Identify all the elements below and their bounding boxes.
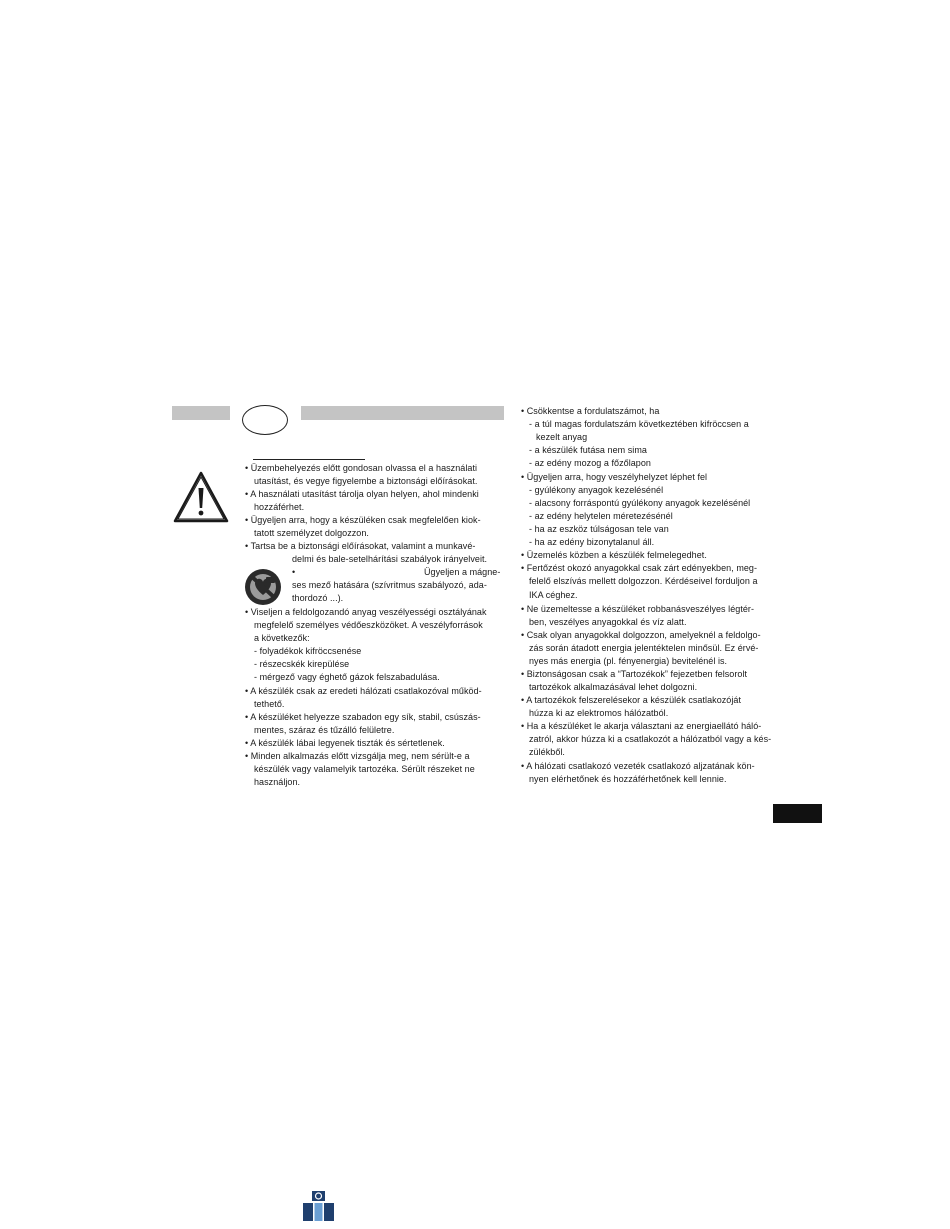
left-line: készülék vagy valamelyik tartozéka. Sérült részeket ne bbox=[254, 764, 475, 774]
ika-logo-icon bbox=[302, 1190, 336, 1222]
right-line: • Csak olyan anyagokkal dolgozzon, amelyeknél a feldolgo- bbox=[521, 630, 761, 640]
right-line: - a túl magas fordulatszám következtében kifröccsen a bbox=[529, 419, 749, 429]
right-line: - ha az eszköz túlságosan tele van bbox=[529, 524, 669, 534]
left-line: • Minden alkalmazás előtt vizsgálja meg, nem sérült-e a bbox=[245, 751, 470, 761]
left-line: tatott személyzet dolgozzon. bbox=[254, 528, 369, 538]
left-line: - folyadékok kifröccsenése bbox=[254, 646, 362, 656]
right-line: - alacsony forráspontú gyúlékony anyagok kezelésénél bbox=[529, 498, 751, 508]
right-line: nyes más energia (pl. fényenergia) bevitelénél is. bbox=[529, 656, 728, 666]
right-line: IKA céghez. bbox=[529, 590, 578, 600]
left-line: - mérgező vagy éghető gázok felszabadulása. bbox=[254, 672, 440, 682]
right-line: felelő elszívás mellett dolgozzon. Kérdéseivel forduljon a bbox=[529, 576, 758, 586]
right-line: • A hálózati csatlakozó vezeték csatlakozó aljzatának kön- bbox=[521, 761, 755, 771]
right-line: • Ha a készüléket le akarja választani az energiaellátó háló- bbox=[521, 721, 762, 731]
right-line: nyen elérhetőnek és hozzáférhetőnek kell lennie. bbox=[529, 774, 727, 784]
right-line: húzza ki az elektromos hálózatból. bbox=[529, 708, 669, 718]
section-underline bbox=[253, 459, 365, 460]
left-line: • Ügyeljen arra, hogy a készüléken csak megfelelően kiok- bbox=[245, 515, 481, 525]
left-line: utasítást, és vegye figyelembe a biztonsági előírásokat. bbox=[254, 476, 478, 486]
right-line: • Üzemelés közben a készülék felmelegedhet. bbox=[521, 550, 707, 560]
left-line: • A készüléket helyezze szabadon egy sík, stabil, csúszás- bbox=[245, 712, 481, 722]
left-line: tethető. bbox=[254, 699, 285, 709]
left-line: delmi és bale-setelhárítási szabályok irányelveit. bbox=[292, 554, 488, 564]
left-line: mentes, száraz és tűzálló felületre. bbox=[254, 725, 395, 735]
right-line: ben, veszélyes anyagokkal és víz alatt. bbox=[529, 617, 687, 627]
right-line: • Fertőzést okozó anyagokkal csak zárt edényekben, meg- bbox=[521, 563, 758, 573]
right-line: • Ne üzemeltesse a készüléket robbanásveszélyes légtér- bbox=[521, 604, 755, 614]
left-line: használjon. bbox=[254, 777, 301, 787]
left-line: • A készülék lábai legyenek tiszták és sértetlenek. bbox=[245, 738, 445, 748]
right-line: • A tartozékok felszerelésekor a készülék csatlakozóját bbox=[521, 695, 742, 705]
right-line: - az edény helytelen méretezésénél bbox=[529, 511, 673, 521]
language-oval bbox=[242, 405, 288, 435]
left-line: ses mező hatására (szívritmus szabályozó, ada- bbox=[292, 580, 487, 590]
right-line: zatról, akkor húzza ki a csatlakozót a hálózatból vagy a kés- bbox=[529, 734, 772, 744]
right-line: • Ügyeljen arra, hogy veszélyhelyzet léphet fel bbox=[521, 472, 708, 482]
left-line: • A készülék csak az eredeti hálózati csatlakozóval működ- bbox=[245, 686, 482, 696]
right-line: • Csökkentse a fordulatszámot, ha bbox=[521, 406, 660, 416]
right-line: zás során átadott energia jelentéktelen minősül. Ez érvé- bbox=[529, 643, 759, 653]
right-line: - gyúlékony anyagok kezelésénél bbox=[529, 485, 664, 495]
right-line: • Biztonságosan csak a “Tartozékok” fejezetben felsorolt bbox=[521, 669, 748, 679]
left-line: hozzáférhet. bbox=[254, 502, 305, 512]
right-line: - ha az edény bizonytalanul áll. bbox=[529, 537, 655, 547]
left-line: thordozó ...). bbox=[292, 593, 344, 603]
header-bar-left bbox=[172, 406, 230, 420]
left-line: - részecskék kirepülése bbox=[254, 659, 350, 669]
right-line: kezelt anyag bbox=[536, 432, 588, 442]
no-pacemaker-icon bbox=[243, 567, 283, 607]
left-line: Ügyeljen a mágne- bbox=[424, 567, 501, 577]
left-line: • Üzembehelyezés előtt gondosan olvassa el a használati bbox=[245, 463, 478, 473]
left-line: • Viseljen a feldolgozandó anyag veszélyességi osztályának bbox=[245, 607, 487, 617]
right-line: - a készülék futása nem sima bbox=[529, 445, 647, 455]
right-line: zülékből. bbox=[529, 747, 565, 757]
right-line: tartozékok alkalmazásával lehet dolgozni. bbox=[529, 682, 698, 692]
right-line: - az edény mozog a főzőlapon bbox=[529, 458, 651, 468]
page-tab bbox=[773, 804, 822, 823]
warning-triangle-icon bbox=[172, 470, 230, 524]
left-line: • Tartsa be a biztonsági előírásokat, valamint a munkavé- bbox=[245, 541, 476, 551]
left-line: a következők: bbox=[254, 633, 310, 643]
left-line: • bbox=[292, 567, 296, 577]
left-line: • A használati utasítást tárolja olyan helyen, ahol mindenki bbox=[245, 489, 479, 499]
left-line: megfelelő személyes védőeszközöket. A veszélyforrások bbox=[254, 620, 483, 630]
header-bar-right bbox=[301, 406, 504, 420]
